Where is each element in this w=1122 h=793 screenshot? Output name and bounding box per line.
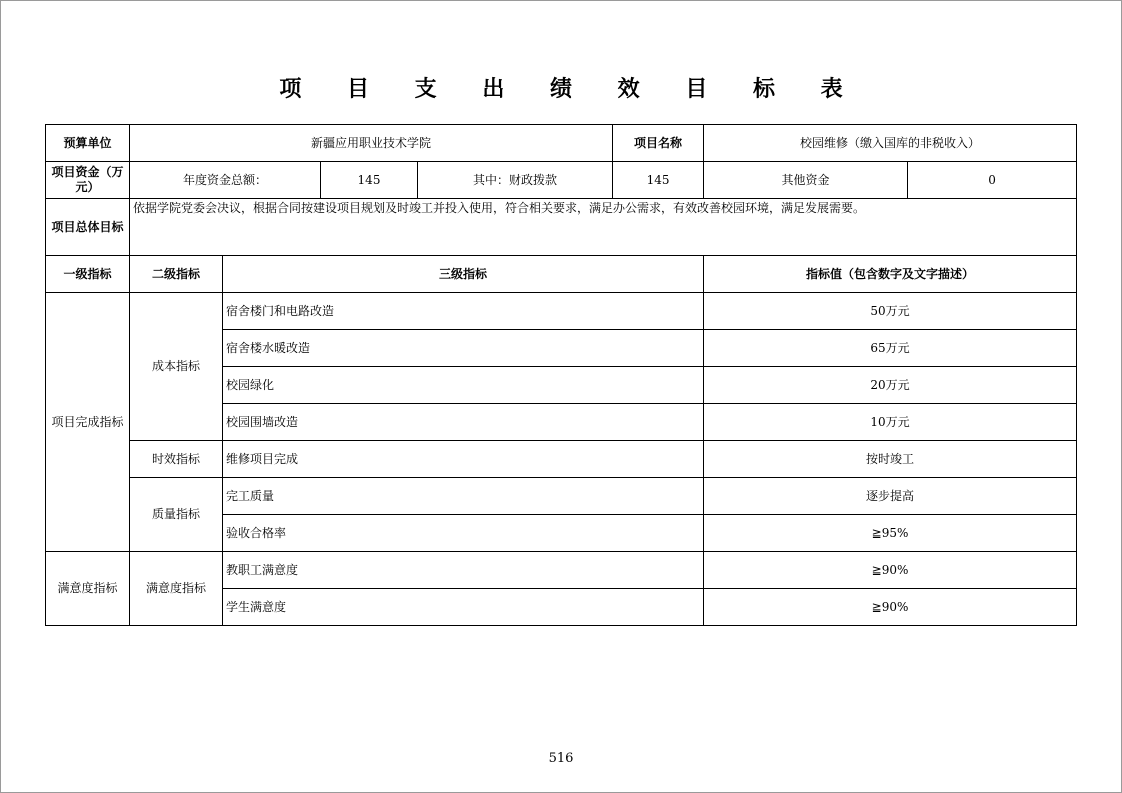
budget-unit-value: 新疆应用职业技术学院 [130, 125, 613, 162]
indicator-value: 65万元 [704, 330, 1077, 367]
indicator-value: 10万元 [704, 404, 1077, 441]
funds-other-value: 0 [908, 162, 1077, 199]
page-title: 项 目 支 出 绩 效 目 标 表 [279, 77, 862, 102]
budget-unit-label: 预算单位 [46, 125, 130, 162]
project-name-value: 校园维修（缴入国库的非税收入） [704, 125, 1077, 162]
goal-text: 依据学院党委会决议，根据合同按建设项目规划及时竣工并投入使用，符合相关要求，满足办公需求，有效改善校园环境，满足发展需要。 [130, 199, 1077, 256]
table-row [46, 293, 1077, 330]
indicator-value: ≧95% [704, 515, 1077, 552]
indicator-value: ≧90% [704, 552, 1077, 589]
funds-total-value: 145 [321, 162, 418, 199]
project-name-label: 项目名称 [613, 125, 704, 162]
level3-indicator: 宿舍楼水暖改造 [223, 330, 704, 367]
level2-indicator: 成本指标 [130, 293, 223, 441]
budget-unit-row [46, 125, 1077, 162]
level3-indicator: 验收合格率 [223, 515, 704, 552]
column-header-value: 指标值（包含数字及文字描述） [704, 256, 1077, 293]
level2-indicator: 质量指标 [130, 478, 223, 552]
level3-indicator: 校园绿化 [223, 367, 704, 404]
level2-indicator: 满意度指标 [130, 552, 223, 626]
indicator-value: 逐步提高 [704, 478, 1077, 515]
level2-indicator: 时效指标 [130, 441, 223, 478]
funds-finance-value: 145 [613, 162, 704, 199]
level3-indicator: 学生满意度 [223, 589, 704, 626]
level3-indicator: 宿舍楼门和电路改造 [223, 293, 704, 330]
page-number: 516 [548, 751, 574, 766]
goal-row [46, 199, 1077, 256]
column-header-level1: 一级指标 [46, 256, 130, 293]
funds-total-label: 年度资金总额： [130, 162, 321, 199]
table-row [46, 478, 1077, 515]
level3-indicator: 完工质量 [223, 478, 704, 515]
column-header-level2: 二级指标 [130, 256, 223, 293]
level1-indicator: 项目完成指标 [46, 293, 130, 552]
table-row [46, 552, 1077, 589]
level3-indicator: 维修项目完成 [223, 441, 704, 478]
level3-indicator: 教职工满意度 [223, 552, 704, 589]
table-row [46, 441, 1077, 478]
funds-row [46, 162, 1077, 199]
funds-other-label: 其他资金 [704, 162, 908, 199]
level1-indicator: 满意度指标 [46, 552, 130, 626]
goal-label: 项目总体目标 [46, 199, 130, 256]
indicator-value: 50万元 [704, 293, 1077, 330]
indicator-value: ≧90% [704, 589, 1077, 626]
performance-table [45, 124, 1077, 626]
column-header-row [46, 256, 1077, 293]
funds-finance-label: 其中：财政拨款 [418, 162, 613, 199]
level3-indicator: 校园围墙改造 [223, 404, 704, 441]
funds-label: 项目资金（万元） [46, 162, 130, 199]
indicator-value: 按时竣工 [704, 441, 1077, 478]
column-header-level3: 三级指标 [223, 256, 704, 293]
indicator-value: 20万元 [704, 367, 1077, 404]
